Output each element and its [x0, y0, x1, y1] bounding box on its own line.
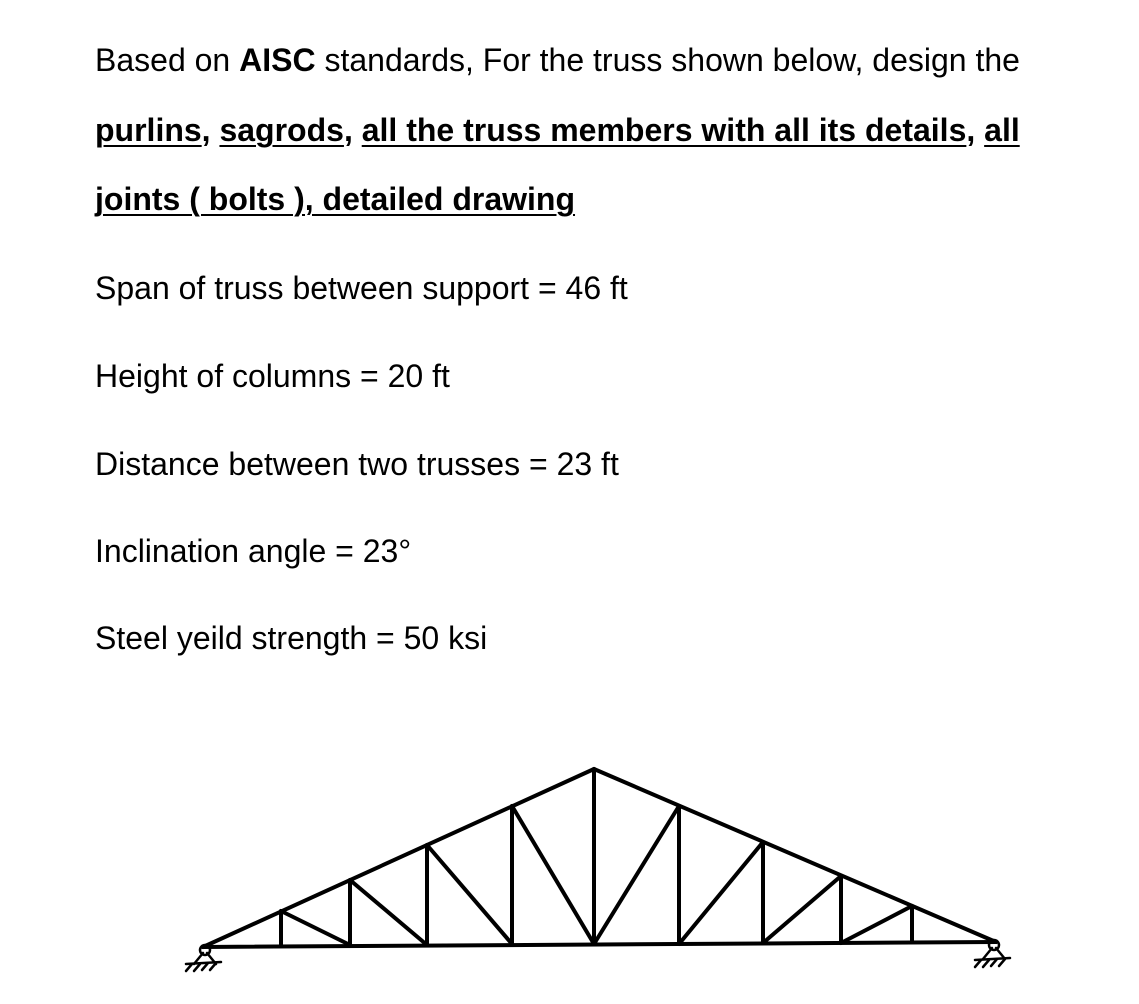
web-diagonal — [512, 806, 594, 944]
intro-lead-text: Based on — [95, 42, 240, 78]
intro-line-1 — [95, 44, 1020, 76]
web-diagonal — [281, 911, 350, 945]
param-steel-yield-strength: Steel yeild strength = 50 ksi — [95, 620, 488, 656]
web-diagonal — [841, 906, 912, 943]
web-diagonal — [594, 806, 679, 944]
task-truss-members: all the truss members with all its details — [361, 112, 967, 148]
task-sagrods: sagrods — [219, 112, 344, 148]
task-purlins: purlins — [95, 112, 202, 148]
param-inclination-angle: Inclination angle = 23° — [95, 533, 412, 569]
param-truss-spacing: Distance between two trusses = 23 ft — [95, 446, 619, 482]
bottom-chord — [203, 942, 996, 947]
aisc-standard-label: AISC — [239, 42, 316, 78]
task-separator: , — [966, 112, 985, 148]
task-joints-drawing: joints ( bolts ), detailed drawing — [95, 181, 576, 217]
intro-line-2 — [95, 114, 1020, 146]
task-separator: , — [343, 112, 362, 148]
web-diagonal — [427, 845, 512, 944]
task-all: all — [984, 112, 1020, 148]
web-diagonal — [679, 842, 763, 944]
param-span: Span of truss between support = 46 ft — [95, 270, 628, 306]
web-diagonal — [350, 880, 427, 945]
param-column-height: Height of columns = 20 ft — [95, 358, 450, 394]
intro-line-3 — [95, 183, 575, 215]
truss-diagram — [0, 740, 1139, 1004]
intro-lead-continuation: standards, For the truss shown below, design the — [315, 42, 1020, 78]
task-separator: , — [201, 112, 220, 148]
web-diagonal — [763, 876, 841, 943]
